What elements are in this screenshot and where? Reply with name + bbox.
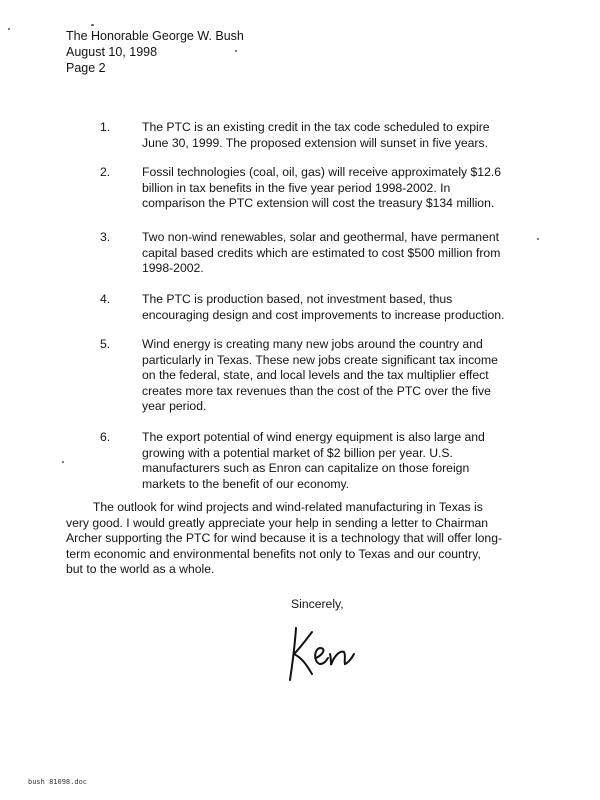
scan-speck: [537, 238, 539, 240]
item-line: growing with a potential market of $2 billion per year. U.S.: [142, 445, 453, 460]
item-line: June 30, 1999. The proposed extension will sunset in five years.: [142, 135, 488, 150]
closing-line: but to the world as a whole.: [66, 562, 215, 577]
item-text: [142, 120, 540, 151]
item-number: 5.: [100, 337, 111, 351]
item-line: The PTC is production based, not investment based, thus: [142, 292, 453, 306]
item-number: 4.: [100, 292, 111, 306]
closing-line: very good. I would greatly appreciate your help in sending a letter to Chairman: [66, 515, 489, 530]
item-line: Fossil technologies (coal, oil, gas) will receive approximately $12.6: [142, 165, 502, 179]
scan-speck: [91, 24, 94, 26]
item-number: 6.: [100, 430, 111, 444]
item-text: [142, 230, 540, 277]
scan-speck: [62, 461, 64, 463]
closing-paragraph: [66, 500, 536, 578]
recipient-line: The Honorable George W. Bush: [66, 29, 244, 43]
item-line: manufacturers such as Enron can capitalize on those foreign: [142, 461, 470, 476]
item-line: markets to the benefit of our economy.: [142, 476, 350, 491]
item-line: comparison the PTC extension will cost the treasury $134 million.: [142, 196, 495, 211]
item-number: 1.: [100, 120, 111, 134]
item-number: 2.: [100, 165, 111, 179]
item-line: 1998-2002.: [142, 261, 204, 276]
item-line: creates more tax revenues than the cost of the PTC over the five: [142, 383, 491, 398]
page-number-line: Page 2: [66, 61, 106, 75]
item-line: year period.: [142, 399, 207, 414]
sincerely-text: Sincerely,: [291, 597, 344, 611]
item-line: The PTC is an existing credit in the tax code scheduled to expire: [142, 120, 490, 134]
item-line: Two non-wind renewables, solar and geothermal, have permanent: [142, 230, 500, 244]
item-text: [142, 337, 540, 415]
letter-header: [66, 28, 244, 76]
closing-line: Archer supporting the PTC for wind because it is a technology that will offer long-: [66, 531, 503, 546]
item-line: particularly in Texas. These new jobs create significant tax income: [142, 352, 498, 367]
scan-speck: [8, 28, 10, 30]
item-line: Wind energy is creating many new jobs around the country and: [142, 337, 483, 351]
item-line: The export potential of wind energy equipment is also large and: [142, 430, 485, 444]
item-text: [142, 292, 540, 323]
date-line: August 10, 1998: [66, 45, 158, 59]
document-filename: bush 81098.doc: [28, 778, 88, 786]
item-line: billion in tax benefits in the five year period 1998-2002. In: [142, 180, 451, 195]
scan-speck: [235, 50, 237, 52]
closing-line: The outlook for wind projects and wind-related manufacturing in Texas is: [66, 500, 483, 514]
item-line: capital based credits which are estimated to cost $500 million from: [142, 245, 501, 260]
closing-line: term economic and environmental benefits not only to Texas and our country,: [66, 546, 481, 561]
item-line: on the federal, state, and local levels and the tax multiplier effect: [142, 368, 489, 383]
item-text: [142, 165, 540, 212]
handwritten-signature: [282, 618, 362, 688]
item-line: encouraging design and cost improvements to increase production.: [142, 307, 505, 322]
item-number: 3.: [100, 230, 111, 244]
item-text: [142, 430, 540, 492]
